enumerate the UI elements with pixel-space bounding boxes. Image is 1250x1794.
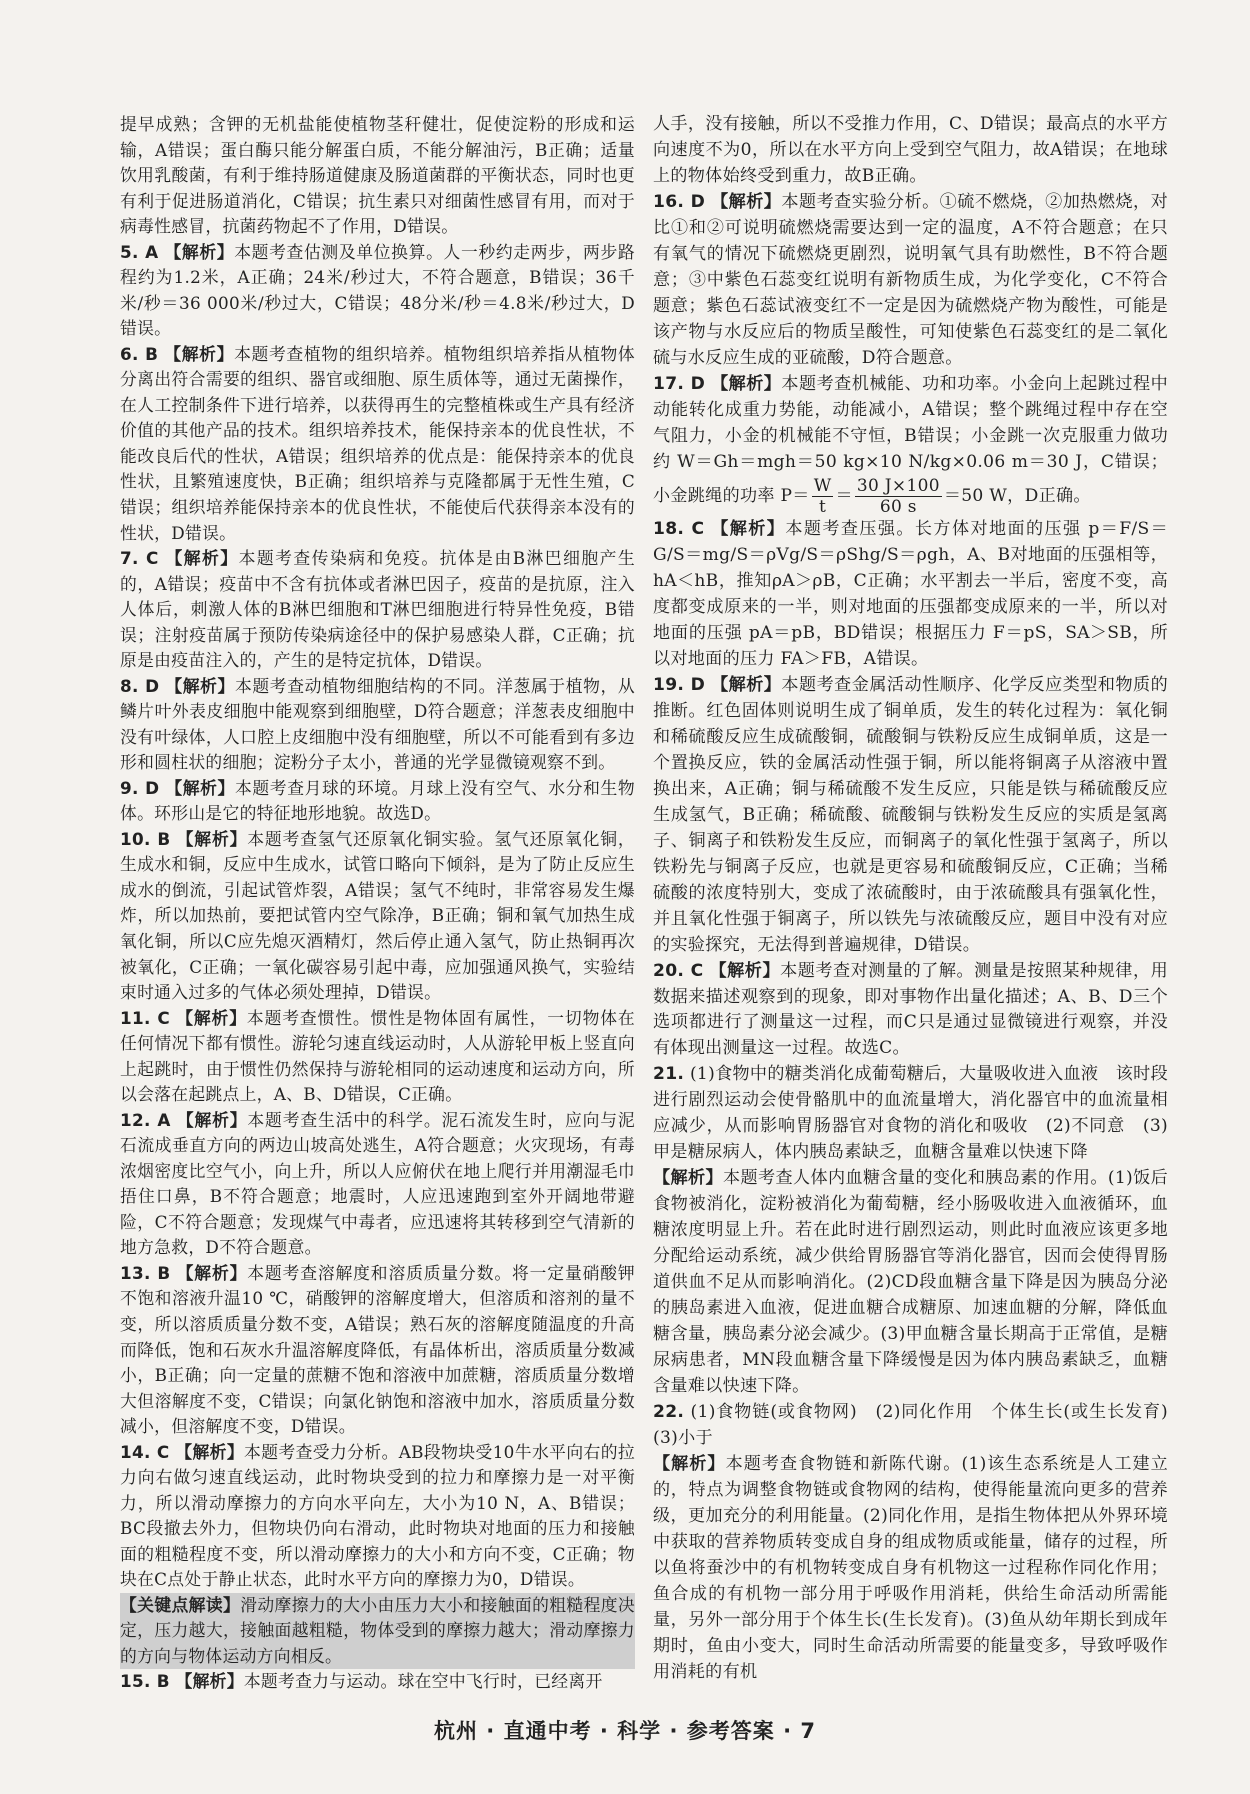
- fraction-denominator: t: [819, 496, 827, 517]
- answer-number: 5. A: [120, 241, 159, 262]
- answer-7: [120, 546, 635, 674]
- answer-18: [653, 517, 1168, 673]
- answer-13: [120, 1261, 635, 1440]
- analysis-tag: 【解析】: [653, 1168, 723, 1189]
- analysis-tag: 【解析】: [175, 1441, 245, 1462]
- analysis-text: 本题考查人体内血糖含量的变化和胰岛素的作用。(1)饭后食物被消化，淀粉被消化为葡萄糖，经小肠吸收进入血液循环，血糖浓度明显上升。若在此时进行剧烈运动，则此时血液应该更多地分配给运动系统，减少供给胃肠器官等消化器官，因而会使得胃肠道供血不足从而影响消化。(2)CD段血糖含量下降是因为胰岛分泌的胰岛素进入血液，促进血糖合成糖原、加速血糖的分解，降低血糖含量，胰岛素分泌会减少。(3)甲血糖含量长期高于正常值，是糖尿病患者，MN段血糖含量下降缓慢是因为体内胰岛素缺乏，血糖含量难以快速下降。: [653, 1168, 1168, 1397]
- answer-9: [120, 776, 635, 827]
- answer-number: 14. C: [120, 1441, 170, 1462]
- analysis-tag: 【解析】: [165, 548, 239, 569]
- left-intro: 提早成熟；含钾的无机盐能使植物茎秆健壮，促使淀粉的形成和运输，A错误；蛋白酶只能分解蛋白质，不能分解油污，B正确；适量饮用乳酸菌，有利于维持肠道健康及肠道菌群的平衡状态，同时也更有利于促进肠道消化，C错误；抗生素只对细菌性感冒有用，而对于病毒性感冒，抗菌药物起不了作用，D错误。: [120, 114, 635, 237]
- key-point-note: [120, 1593, 635, 1670]
- answer-20: [653, 959, 1168, 1063]
- analysis-tag: 【解析】: [711, 191, 782, 212]
- answer-number: 22.: [653, 1402, 685, 1423]
- answer-12: [120, 1108, 635, 1261]
- answer-number: 10. B: [120, 828, 171, 849]
- analysis-text: 本题考查机械能、功和功率。小金向上起跳过程中动能转化成重力势能，动能减小，A错误；整个跳绳过程中存在空气阻力，小金的机械能不守恒，B错误；小金跳一次克服重力做功约 W＝Gh＝mgh＝50 kg×10 N/kg×0.06 m＝30 J，C错误；小金跳绳的功率 P＝: [653, 373, 1169, 506]
- analysis-text: 本题考查食物链和新陈代谢。(1)该生态系统是人工建立的，特点为调整食物链或食物网的结构，使得能量流向更多的营养级，更加充分的利用能量。(2)同化作用，是指生物体把从外界环境中获取的营养物质转变成自身的组成物质或能量，储存的过程，所以鱼将蚕沙中的有机物转变成自身有机物这一过程称作同化作用；鱼合成的有机物一部分用于呼吸作用消耗，供给生命活动所需能量，另外一部分用于个体生长(生长发育)。(3)鱼从幼年期长到成年期时，鱼由小变大，同时生命活动所需要的能量变多，导致呼吸作用消耗的有机: [653, 1454, 1168, 1683]
- analysis-text: 本题考查估测及单位换算。人一秒约走两步，两步路程约为1.2米，A正确；24米/秒过大，不符合题意，B错误；36千米/秒＝36 000米/秒过大，C错误；48分米/秒＝4.8米/秒过大，D错误。: [120, 241, 635, 339]
- answer-6: [120, 342, 635, 546]
- analysis-text: 本题考查生活中的科学。泥石流发生时，应向与泥石流成垂直方向的两边山坡高处逃生，A符合题意；火灾现场，有毒浓烟密度比空气小，向上升，所以人应俯伏在地上爬行并用潮湿毛巾捂住口鼻，B不符合题意；地震时，人应迅速跑到室外开阔地带避险，C不符合题意；发现煤气中毒者，应迅速将其转移到空气清新的地方急救，D不符合题意。: [120, 1109, 635, 1258]
- analysis-tag: 【解析】: [164, 241, 235, 262]
- answer-19: [653, 673, 1168, 959]
- page-footer: 杭州 · 直通中考 · 科学 · 参考答案 · 7: [433, 1719, 816, 1743]
- analysis-text: 本题考查植物的组织培养。植物组织培养指从植物体分离出符合需要的组织、器官或细胞、原生质体等，通过无菌操作，在人工控制条件下进行培养，以获得再生的完整植株或生产具有经济价值的其他产品的技术。组织培养技术，能保持亲本的优良性状，不能改良后代的性状，A错误；组织培养的优点是：能保持亲本的优良性状，且繁殖速度快，B正确；组织培养与克隆都属于无性生殖，C错误；组织培养能保持亲本的优良性状，不能使后代获得亲本没有的性状，D错误。: [120, 343, 636, 543]
- answer-14: [120, 1440, 635, 1593]
- key-point-text: 滑动摩擦力的大小由压力大小和接触面的粗糙程度决定，压力越大，接触面越粗糙，物体受到的摩擦力越大；滑动摩擦力的方向与物体运动方向相反。: [120, 1594, 635, 1666]
- analysis-tag: 【解析】: [176, 1109, 248, 1130]
- answer-text: (1)食物链(或食物网) (2)同化作用 个体生长(或生长发育) (3)小于: [653, 1402, 1186, 1449]
- right-column: [653, 112, 1186, 1686]
- answer-number: 18. C: [653, 518, 705, 539]
- answer-11: [120, 1006, 635, 1108]
- analysis-tag: 【解析】: [165, 675, 235, 696]
- right-intro: 人手，没有接触，所以不受推力作用，C、D错误；最高点的水平方向速度不为0，所以在水平方向上受到空气阻力，故A错误；在地球上的物体始终受到重力，故B正确。: [653, 114, 1168, 186]
- key-point-tag: 【关键点解读】: [120, 1594, 241, 1615]
- answer-text: (1)食物中的糖类消化成葡萄糖后，大量吸收进入血液 该时段进行剧烈运动会使骨骼肌中的血流量增大，消化器官中的血流量相应减少，从而影响胃肠器官对食物的消化和吸收 (2)不同意 (3)甲是糖尿病人，体内胰岛素缺乏，血糖含量难以快速下降: [653, 1064, 1168, 1163]
- analysis-text: 本题考查溶解度和溶质质量分数。将一定量硝酸钾不饱和溶液升温10 ℃，硝酸钾的溶解度增大，但溶质和溶剂的量不变，所以溶质质量分数不变，A错误；熟石灰的溶解度随温度的升高而降低，饱和石灰水升温溶解度降低，有晶体析出，溶质质量分数减小，B正确；向一定量的蔗糖不饱和溶液中加蔗糖，溶质质量分数增大但溶解度不变，C错误；向氯化钠饱和溶液中加水，溶质质量分数减小，但溶解度不变，D错误。: [120, 1262, 635, 1437]
- answer-22: [653, 1400, 1186, 1452]
- answer-number: 16. D: [653, 191, 706, 212]
- answer-number: 19. D: [653, 674, 706, 695]
- analysis-text: 本题考查传染病和免疫。抗体是由B淋巴细胞产生的，A错误；疫苗中不含有抗体或者淋巴因子，疫苗的是抗原，注入人体后，刺激人体的B淋巴细胞和T淋巴细胞进行特异性免疫，B错误；注射疫苗属于预防传染病途径中的保护易感染人群，C正确；抗原是由疫苗注入的，产生的是特定抗体，D错误。: [120, 548, 635, 671]
- analysis-text: 本题考查月球的环境。月球上没有空气、水分和生物体。环形山是它的特征地形地貌。故选D。: [120, 777, 636, 824]
- answer-21-analysis: [653, 1166, 1168, 1400]
- answer-16: [653, 190, 1168, 372]
- left-column: [120, 112, 635, 1695]
- analysis-text: 本题考查氢气还原氧化铜实验。氢气还原氧化铜，生成水和铜，反应中生成水，试管口略向下倾斜，是为了防止反应生成水的倒流，引起试管炸裂，A错误；氢气不纯时，非常容易发生爆炸，所以加热前，要把试管内空气除净，B正确；铜和氧气加热生成氧化铜，所以C应先熄灭酒精灯，然后停止通入氢气，防止热铜再次被氧化，C正确；一氧化碳容易引起中毒，应加强通风换气，实验结束时通入过多的气体必须处理掉，D错误。: [120, 828, 635, 1003]
- answer-number: 13. B: [120, 1262, 171, 1283]
- analysis-tag: 【解析】: [165, 777, 235, 798]
- answer-number: 20. C: [653, 960, 704, 981]
- answer-number: 9. D: [120, 777, 160, 798]
- answer-number: 21.: [653, 1064, 685, 1085]
- answer-number: 15. B: [120, 1671, 170, 1692]
- analysis-text-end: ＝50 W，D正确。: [943, 485, 1091, 506]
- answer-8: [120, 674, 635, 776]
- analysis-tag: 【解析】: [711, 518, 786, 539]
- fraction-numerator: W: [813, 475, 832, 496]
- answer-number: 12. A: [120, 1109, 171, 1130]
- answer-15: [120, 1669, 635, 1695]
- answer-10: [120, 827, 635, 1006]
- answer-22-analysis: [653, 1452, 1168, 1686]
- analysis-text: 本题考查受力分析。AB段物块受10牛水平向右的拉力向右做匀速直线运动，此时物块受到的拉力和摩擦力是一对平衡力，所以滑动摩擦力的方向水平向左，大小为10 N，A、B错误；BC段撤去外力，但物块仍向右滑动，此时物块对地面的压力和接触面的粗糙程度不变，所以滑动摩擦力的大小和方向不变，C正确；物块在C点处于静止状态，此时水平方向的摩擦力为0，D错误。: [120, 1441, 635, 1590]
- power-fraction-values: [855, 476, 942, 517]
- fraction-numerator: 30 J×100: [856, 475, 940, 496]
- analysis-tag: 【解析】: [164, 343, 235, 364]
- analysis-tag: 【解析】: [176, 1007, 247, 1028]
- analysis-text: 本题考查动植物细胞结构的不同。洋葱属于植物，从鳞片叶外表皮细胞中能观察到细胞壁，D符合题意；洋葱表皮细胞中没有叶绿体，人口腔上皮细胞中没有细胞壁，所以不可能看到有多边形和圆柱状的细胞；淀粉分子太小，普通的光学显微镜观察不到。: [120, 675, 636, 773]
- answer-17: 17. D 【解析】本题考查机械能、功和功率。小金向上起跳过程中动能转化成重力势能，动能减小，A错误；整个跳绳过程中存在空气阻力，小金的机械能不守恒，B错误；小金跳一次克服重力做功约 W＝Gh＝mgh＝50 kg×10 N/kg×0.06 m＝30 J，C错误；小金跳绳的功率 P＝ $\frac{W}{t}$ ＝ $\frac{30 J\times 100}{60 s}$ ＝50 W，D正确。: [653, 373, 1169, 517]
- analysis-tag: 【解析】: [711, 674, 782, 695]
- power-fraction-w-over-t: [812, 476, 834, 517]
- answer-number: 17. D: [653, 373, 706, 394]
- answer-number: 6. B: [120, 343, 159, 364]
- answer-number: 8. D: [120, 675, 160, 696]
- answer-number: 7. C: [120, 548, 159, 569]
- analysis-tag: 【解析】: [175, 1671, 244, 1692]
- analysis-tag: 【解析】: [711, 373, 782, 394]
- answer-5: [120, 240, 635, 342]
- analysis-tag: 【解析】: [709, 960, 781, 981]
- answer-number: 11. C: [120, 1007, 170, 1028]
- analysis-text: 本题考查实验分析。①硫不燃烧，②加热燃烧，对比①和②可说明硫燃烧需要达到一定的温度，A不符合题意；在只有氧气的情况下硫燃烧更剧烈，说明氧气具有助燃性，B不符合题意；③中紫色石蕊变红说明有新物质生成，为化学变化，C不符合题意；紫色石蕊试液变红不一定是因为硫燃烧产物为酸性，可能是该产物与水反应后的物质呈酸性，可知使紫色石蕊变红的是二氧化硫与水反应生成的亚硫酸，D符合题意。: [653, 191, 1169, 368]
- analysis-text: 本题考查惯性。惯性是物体固有属性，一切物体在任何情况下都有惯性。游轮匀速直线运动时，人从游轮甲板上竖直向上起跳时，由于惯性仍然保持与游轮相同的运动速度和运动方向，所以会落在起跳点上，A、B、D错误，C正确。: [120, 1007, 636, 1105]
- analysis-text: 本题考查金属活动性顺序、化学反应类型和物质的推断。红色固体则说明生成了铜单质，发生的转化过程为：氧化铜和稀硫酸反应生成硫酸铜，硫酸铜与铁粉反应生成铜单质，这是一个置换反应，铁的金属活动性强于铜，所以能将铜离子从溶液中置换出来，A正确；铜与稀硫酸不发生反应，只能是铁与稀硫酸反应生成氢气，B正确；稀硫酸、硫酸铜与铁粉发生反应的实质是氢离子、铜离子和铁粉发生反应，而铜离子的氧化性强于氢离子，所以铁粉先与铜离子反应，也就是更容易和硫酸铜反应，C正确；当稀硫酸的浓度特别大，变成了浓硫酸时，由于浓硫酸具有强氧化性，并且氧化性强于铜离子，所以铁先与浓硫酸反应，题目中没有对应的实验探究，无法得到普遍规律，D错误。: [653, 674, 1169, 955]
- analysis-text: 本题考查对测量的了解。测量是按照某种规律，用数据来描述观察到的现象，即对事物作出量化描述；A、B、D三个选项都进行了测量这一过程，而C只是通过显微镜进行观察，并没有体现出测量这一过程。故选C。: [653, 960, 1168, 1059]
- analysis-tag: 【解析】: [653, 1454, 726, 1475]
- fraction-denominator: 60 s: [879, 496, 917, 517]
- answer-21: [653, 1062, 1168, 1166]
- analysis-text: 本题考查压强。长方体对地面的压强 p＝F/S＝G/S＝mg/S＝ρVg/S＝ρShg/S＝ρgh，A、B对地面的压强相等，hA＜hB，推知ρA＞ρB，C正确；水平割去一半后，密度不变，高度都变成原来的一半，则对地面的压强都变成原来的一半，所以对地面的压强 pA＝pB，BD错误；根据压力 F＝pS，SA＞SB，所以对地面的压力 FA＞FB，A错误。: [653, 518, 1169, 669]
- analysis-tag: 【解析】: [176, 828, 248, 849]
- analysis-tag: 【解析】: [176, 1262, 248, 1283]
- analysis-text: 本题考查力与运动。球在空中飞行时，已经离开: [243, 1671, 603, 1692]
